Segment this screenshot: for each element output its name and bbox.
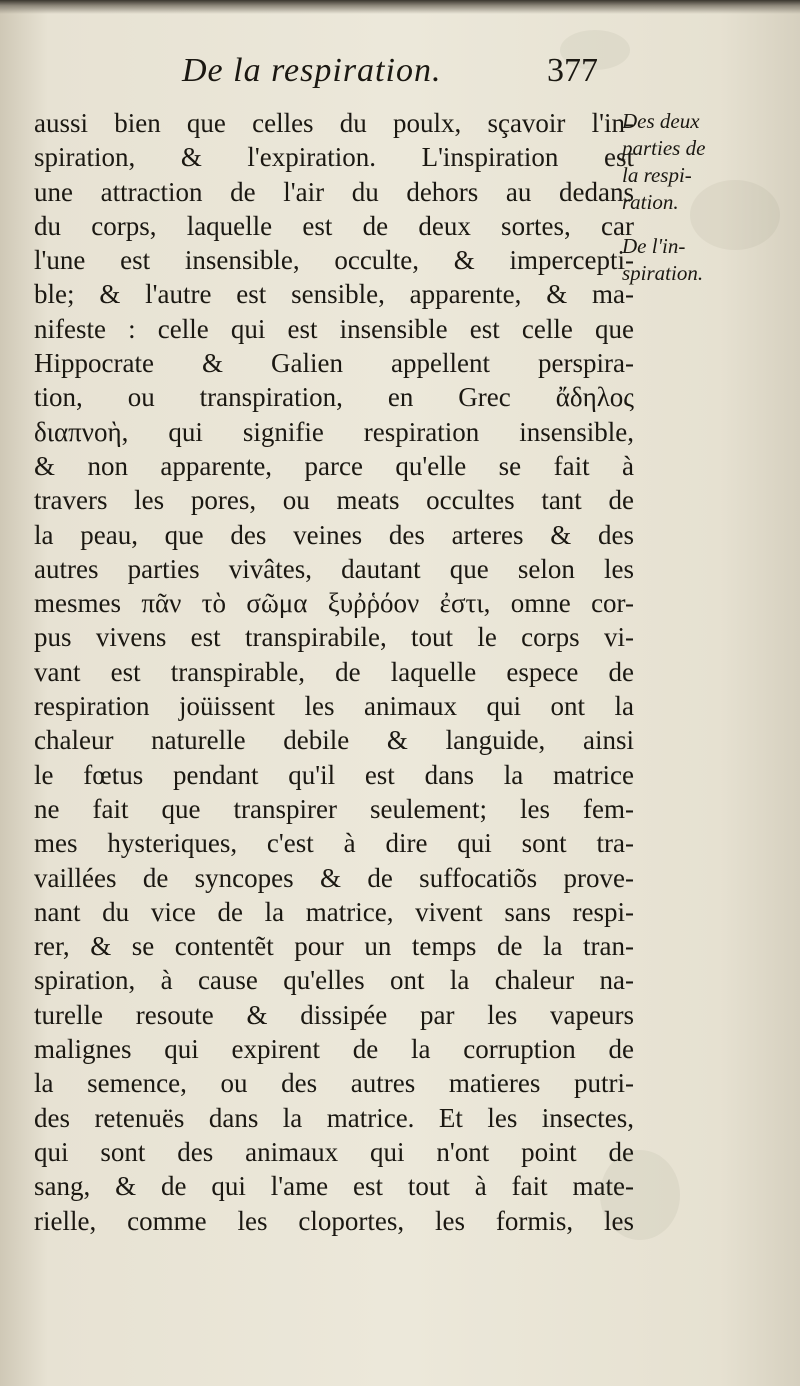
text-line: une attraction de l'air du dehors au dedans: [34, 176, 634, 207]
text-line: mes hysteriques, c'est à dire qui sont tra-: [34, 828, 634, 859]
text-line: du corps, laquelle est de deux sortes, car: [34, 210, 634, 241]
text-line: respiration joüissent les animaux qui ont la: [34, 691, 634, 722]
margin-note-line: spiration.: [622, 261, 704, 285]
margin-note-gap: [622, 216, 792, 233]
text-line: aussi bien que celles du poulx, sçavoir l'in-: [34, 108, 634, 138]
text-line: nifeste : celle qui est insensible est celle que: [34, 313, 634, 344]
text-line: vant est transpirable, de laquelle espece de: [34, 656, 634, 687]
text-line: mesmes πᾶν τὸ σῶμα ξυῤῥόον ἐστι, omne cor-: [34, 588, 634, 619]
text-line: turelle resoute & dissipée par les vapeurs: [34, 999, 634, 1030]
text-line: spiration, & l'expiration. L'inspiration est: [34, 142, 634, 173]
text-line: sang, & de qui l'ame est tout à fait mate-: [34, 1171, 634, 1202]
text-line: & non apparente, parce qu'elle se fait à: [34, 450, 634, 481]
body-text: [34, 106, 634, 1238]
running-head: De la respiration.: [182, 52, 442, 89]
text-line: διαπνοὴ, qui signifie respiration insensible,: [34, 416, 634, 447]
margin-note-line: De l'in-: [622, 234, 686, 258]
text-line: la peau, que des veines des arteres & des: [34, 519, 634, 550]
text-line: ne fait que transpirer seulement; les fem-: [34, 793, 634, 824]
text-line: autres parties vivâtes, dautant que selon les: [34, 553, 634, 584]
page-header: [0, 52, 800, 102]
text-line: l'une est insensible, occulte, & impercepti-: [34, 245, 634, 276]
text-line: qui sont des animaux qui n'ont point de: [34, 1136, 634, 1167]
margin-notes: [622, 108, 792, 287]
text-line: le fœtus pendant qu'il est dans la matrice: [34, 759, 634, 790]
text-line: des retenuës dans la matrice. Et les insectes,: [34, 1102, 634, 1133]
text-line: vaillées de syncopes & de suffocatiõs prove-: [34, 862, 634, 893]
text-line: ble; & l'autre est sensible, apparente, & ma-: [34, 279, 634, 310]
text-line: rielle, comme les cloportes, les formis, les: [34, 1205, 634, 1236]
text-line: nant du vice de la matrice, vivent sans respi-: [34, 896, 634, 927]
text-line: travers les pores, ou meats occultes tant de: [34, 485, 634, 516]
text-line: rer, & se contentẽt pour un temps de la tran-: [34, 931, 634, 962]
text-line: Hippocrate & Galien appellent perspira-: [34, 348, 634, 379]
text-line: tion, ou transpiration, en Grec ἄδηλος: [34, 382, 634, 413]
page-top-shadow: [0, 0, 800, 14]
page-number: 377: [547, 52, 598, 89]
text-line: pus vivens est transpirabile, tout le corps vi-: [34, 622, 634, 653]
margin-note-line: parties de: [622, 136, 706, 160]
text-line: malignes qui expirent de la corruption de: [34, 1034, 634, 1065]
margin-note-line: la respi-: [622, 163, 692, 187]
text-line: chaleur naturelle debile & languide, ainsi: [34, 725, 634, 756]
text-line: spiration, à cause qu'elles ont la chaleur na-: [34, 965, 634, 996]
margin-note-line: ration.: [622, 190, 679, 214]
text-line: la semence, ou des autres matieres putri-: [34, 1068, 634, 1099]
margin-note-line: Des deux: [622, 109, 700, 133]
